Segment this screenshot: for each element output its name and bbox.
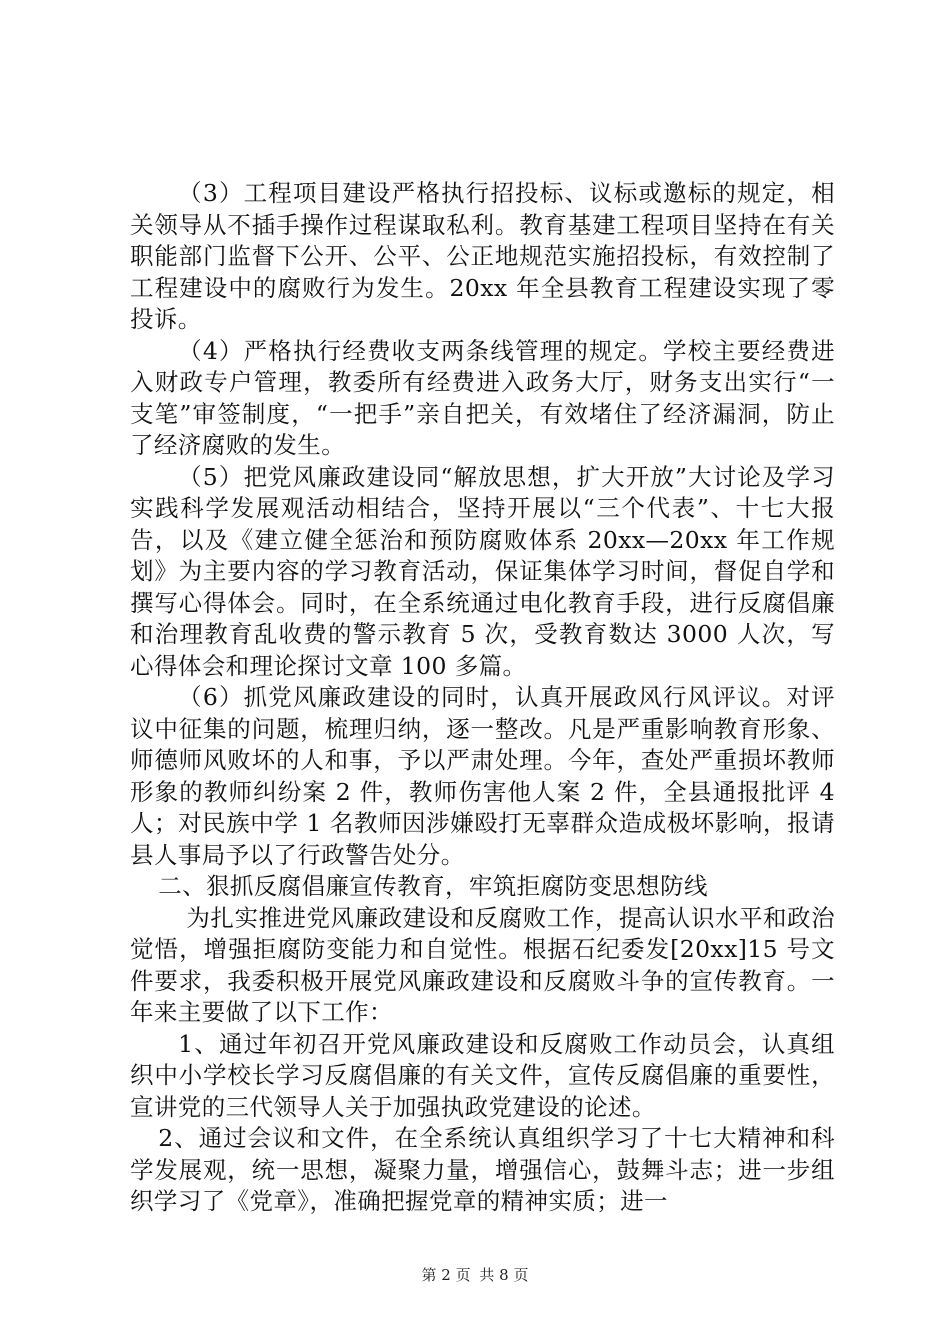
- work-item-2: 2、通过会议和文件，在全系统认真组织学习了十七大精神和科学发展观，统一思想，凝聚力量，增强信心，鼓舞斗志；进一步组织学习了《党章》，准确把握党章的精神实质；进一: [130, 1124, 835, 1215]
- total-pages: 共 8 页: [479, 1266, 529, 1284]
- page-number: 第 2 页: [421, 1266, 471, 1284]
- section-heading-2: 二、狠抓反腐倡廉宣传教育，牢筑拒腐防变思想防线: [158, 872, 708, 900]
- document-body: [130, 178, 835, 1218]
- section-intro-paragraph: 为扎实推进党风廉政建设和反腐败工作，提高认识水平和政治觉悟，增强拒腐防变能力和自觉性。根据石纪委发[20xx]15 号文件要求，我委积极开展党风廉政建设和反腐败斗争的宣传教育。一年来主要做了以下工作：: [130, 903, 835, 1026]
- page-footer: [0, 1265, 950, 1285]
- paragraph-item-4: （4）严格执行经费收支两条线管理的规定。学校主要经费进入财政专户管理，教委所有经费进入政务大厅，财务支出实行“一支笔”审签制度，“一把手”亲自把关，有效堵住了经济漏洞，防止了经济腐败的发生。: [130, 336, 835, 459]
- paragraph-item-6: （6）抓党风廉政建设的同时，认真开展政风行风评议。对评议中征集的问题，梳理归纳，逐一整改。凡是严重影响教育形象、师德师风败坏的人和事，予以严肃处理。今年，查处严重损坏教师形象的教师纠纷案 2 件，教师伤害他人案 2 件，全县通报批评 4 人；对民族中学 1 名教师因涉嫌殴打无辜群众造成极坏影响，报请县人事局予以了行政警告处分。: [130, 683, 835, 869]
- paragraph-item-3: （3）工程项目建设严格执行招投标、议标或邀标的规定，相关领导从不插手操作过程谋取私利。教育基建工程项目坚持在有关职能部门监督下公开、公平、公正地规范实施招投标，有效控制了工程建设中的腐败行为发生。20xx 年全县教育工程建设实现了零投诉。: [130, 179, 835, 333]
- paragraph-item-5: （5）把党风廉政建设同“解放思想，扩大开放”大讨论及学习实践科学发展观活动相结合，坚持开展以“三个代表”、十七大报告，以及《建立健全惩治和预防腐败体系 20xx—20xx 年工作规划》为主要内容的学习教育活动，保证集体学习时间，督促自学和撰写心得体会。同时，在全系统通过电化教育手段，进行反腐倡廉和治理教育乱收费的警示教育 5 次，受教育数达 3000 人次，写心得体会和理论探讨文章 100 多篇。: [130, 462, 835, 680]
- work-item-1: 1、通过年初召开党风廉政建设和反腐败工作动员会，认真组织中小学校长学习反腐倡廉的有关文件，宣传反腐倡廉的重要性，宣讲党的三代领导人关于加强执政党建设的论述。: [130, 1029, 835, 1121]
